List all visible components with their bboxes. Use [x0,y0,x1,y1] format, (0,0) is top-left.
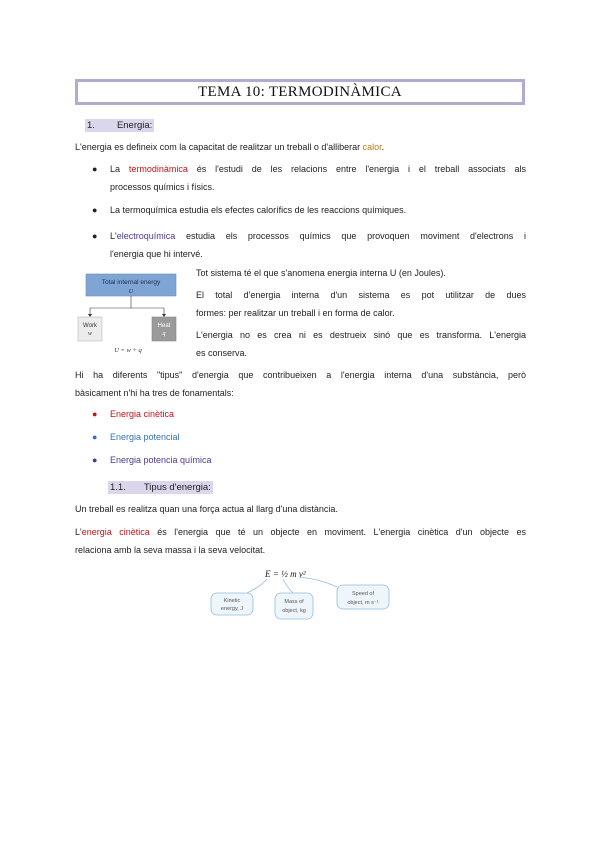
section-1-number: 1. [87,120,95,131]
energia-cinetica-term: energia cinètica [81,527,150,537]
bullet-1-line-1: La termodinàmica és l'estudi de les relacions entre l'energia i el treball associats als [110,164,526,174]
work-box [78,317,102,341]
side-para-2-line-1: El total d'energia interna d'un sistema es pot utilitzar de dues [196,290,526,300]
bullet-2: La termoquímica estudia els efectes calorífics de les reaccions químiques. [110,205,407,215]
svg-text:energy, J: energy, J [220,606,244,612]
side-para-2-line-2: formes: per realitzar un treball i en forma de calor. [196,308,395,318]
heat-label: Heat [157,323,171,329]
ke-formula: E = ½ m v² [265,569,306,579]
bullet-1-line-2: processos químics i físics. [110,182,215,192]
types-para-line-2: bàsicament n'hi ha tres de fonamentals: [75,388,234,398]
work-definition: Un treball es realitza quan una força actua al llarg d'una distància. [75,504,338,514]
type-chemical: Energia potencia química [110,455,212,465]
section-1-1-number: 1.1. [110,482,126,493]
svg-text:Mass of: Mass of [284,599,304,605]
bubble-mass [275,593,313,619]
side-para-1: Tot sistema té el que s'anomena energia interna U (en Joules). [196,268,446,278]
bullet-dot: ● [92,409,98,419]
types-para-line-1: Hi ha diferents "tipus" d'energia que contribueixen a l'energia interna d'una substància, però [75,370,526,380]
electroquimica-term: electroquímica [116,231,176,241]
svg-text:object, m s⁻¹: object, m s⁻¹ [347,600,379,606]
section-1-heading [85,120,154,131]
svg-text:Kinetic: Kinetic [223,598,241,604]
bullet-dot: ● [92,164,98,174]
calor-term: calor [362,142,382,152]
kinetic-energy-formula-diagram [205,565,395,625]
internal-energy-diagram [76,272,188,362]
bullet-3-line-2: l'energia que hi intervé. [110,249,203,259]
page-title-box [75,79,525,105]
section-1-1-label: Tipus d'energia: [143,482,211,493]
arrow-head [88,314,92,317]
work-symbol: w [87,331,93,337]
side-para-3-line-2: es conserva. [196,348,248,358]
pointer-line [247,579,267,593]
type-kinetic: Energia cinètica [110,409,175,419]
pointer-line [283,579,293,593]
bullet-dot: ● [92,205,98,215]
side-para-3-line-1: L'energia no es crea ni es destrueix sinó que es transforma. L'energia [196,330,526,340]
energy-equation: U = w + q [114,347,142,354]
heat-box [152,317,176,341]
section-1-label: Energia: [116,120,153,131]
bullet-dot: ● [92,455,98,465]
type-potential: Energia potencial [110,432,180,442]
arrow-head [162,314,166,317]
kinetic-para-line-1: L'energia cinètica és l'energia que té un objecte en moviment. L'energia cinètica d'un objecte es [75,527,526,537]
bullet-dot: ● [92,432,98,442]
bullet-3-line-1: L'electroquímica estudia els processos químics que provoquen moviment d'electrons i [110,231,526,241]
svg-text:object, kg: object, kg [282,608,306,614]
bullet-dot: ● [92,231,98,241]
heat-symbol: q [162,331,166,337]
work-label: Work [83,323,97,329]
section-1-1-heading [108,482,213,493]
total-energy-symbol: U [128,288,134,295]
intro-paragraph: L'energia es defineix com la capacitat de realitzar un treball o d'alliberar calor. [75,142,385,152]
svg-text:Speed of: Speed of [351,591,375,597]
total-energy-label: Total internal energy [101,279,161,286]
kinetic-para-line-2: relaciona amb la seva massa i la seva velocitat. [75,545,266,555]
termodinamica-term: termodinàmica [128,164,188,174]
page-title: TEMA 10: TERMODINÀMICA [198,83,402,100]
